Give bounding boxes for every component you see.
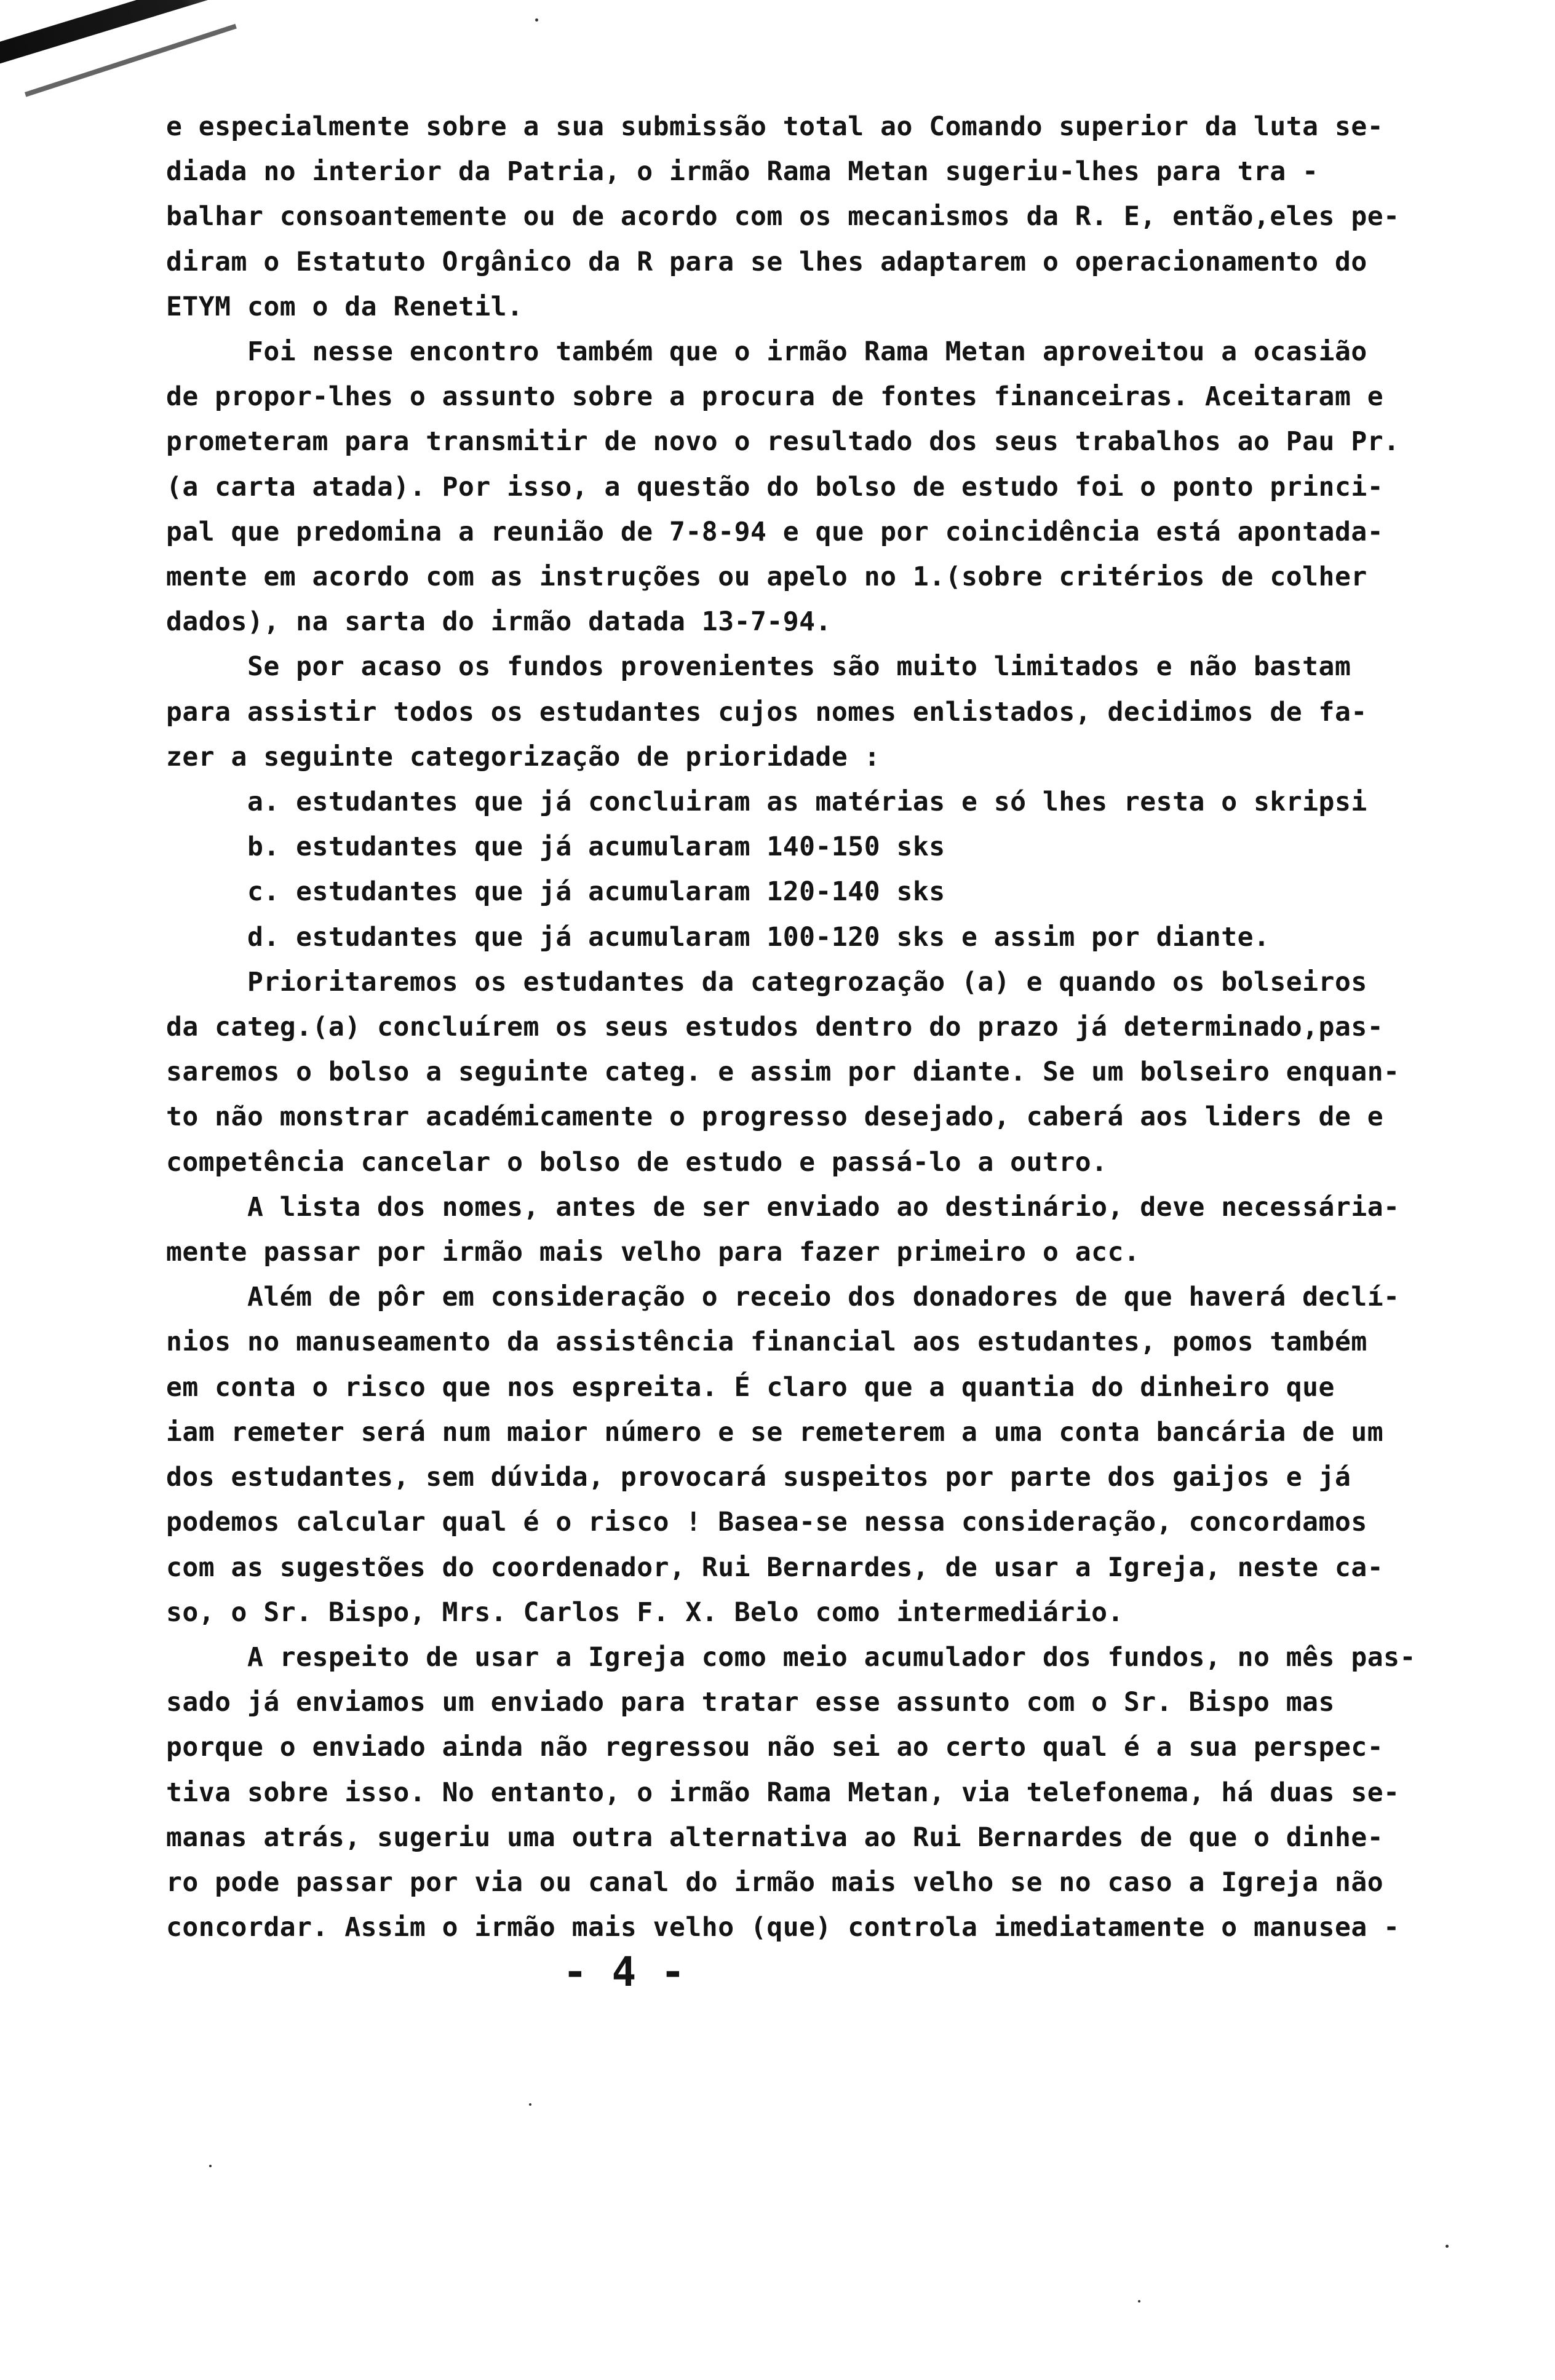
text-line: A lista dos nomes, antes de ser enviado ao destinário, deve necessária- — [166, 1191, 1400, 1223]
scan-speck — [1446, 2245, 1449, 2248]
text-line: Prioritaremos os estudantes da categrozação (a) e quando os bolseiros — [166, 966, 1367, 998]
text-line: para assistir todos os estudantes cujos nomes enlistados, decidimos de fa- — [166, 696, 1367, 728]
text-line: da categ.(a) concluírem os seus estudos dentro do prazo já determinado,pas- — [166, 1012, 1384, 1043]
text-line: tiva sobre isso. No entanto, o irmão Rama Metan, via telefonema, há duas se- — [166, 1777, 1400, 1808]
text-line: A respeito de usar a Igreja como meio acumulador dos fundos, no mês pas- — [166, 1641, 1416, 1673]
text-line: com as sugestões do coordenador, Rui Bernardes, de usar a Igreja, neste ca- — [166, 1552, 1384, 1583]
text-line: to não monstrar académicamente o progresso desejado, caberá aos liders de e — [166, 1101, 1384, 1133]
text-line: nios no manuseamento da assistência financial aos estudantes, pomos também — [166, 1327, 1367, 1358]
scan-speck — [1138, 2300, 1140, 2303]
page-number: - 4 - — [563, 1948, 685, 1996]
text-line: Foi nesse encontro também que o irmão Rama Metan aproveitou a ocasião — [166, 336, 1367, 368]
text-line: zer a seguinte categorização de prioridade : — [166, 741, 881, 772]
text-line: d. estudantes que já acumularam 100-120 sks e assim por diante. — [166, 921, 1270, 953]
document-body — [166, 105, 1470, 1950]
text-line: Se por acaso os fundos provenientes são muito limitados e não bastam — [166, 651, 1351, 683]
text-line: b. estudantes que já acumularam 140-150 sks — [166, 831, 945, 863]
text-line: mente em acordo com as instruções ou apelo no 1.(sobre critérios de colher — [166, 561, 1367, 593]
text-line: (a carta atada). Por isso, a questão do bolso de estudo foi o ponto princi- — [166, 471, 1384, 502]
text-line: a. estudantes que já concluiram as matérias e só lhes resta o skripsi — [166, 787, 1367, 818]
text-line: podemos calcular qual é o risco ! Basea-se nessa consideração, concordamos — [166, 1507, 1367, 1538]
text-line: manas atrás, sugeriu uma outra alternativa ao Rui Bernardes de que o dinhe- — [166, 1822, 1384, 1853]
text-line: em conta o risco que nos espreita. É claro que a quantia do dinheiro que — [166, 1371, 1335, 1403]
scan-speck — [209, 2165, 212, 2167]
text-line: so, o Sr. Bispo, Mrs. Carlos F. X. Belo como intermediário. — [166, 1597, 1124, 1628]
text-line: iam remeter será num maior número e se remeterem a uma conta bancária de um — [166, 1416, 1384, 1448]
text-line: diada no interior da Patria, o irmão Rama Metan sugeriu-lhes para tra - — [166, 156, 1319, 188]
text-line: competência cancelar o bolso de estudo e passá-lo a outro. — [166, 1146, 1108, 1178]
text-line: e especialmente sobre a sua submissão total ao Comando superior da luta se- — [166, 111, 1384, 142]
scan-smudge-mark — [0, 0, 346, 69]
text-line: ETYM com o da Renetil. — [166, 291, 523, 322]
text-line: dados), na sarta do irmão datada 13-7-94. — [166, 606, 832, 638]
text-line: de propor-lhes o assunto sobre a procura de fontes financeiras. Aceitaram e — [166, 381, 1384, 413]
text-line: sado já enviamos um enviado para tratar esse assunto com o Sr. Bispo mas — [166, 1687, 1335, 1718]
text-line: dos estudantes, sem dúvida, provocará suspeitos por parte dos gaijos e já — [166, 1462, 1351, 1493]
scan-speck — [529, 2103, 531, 2106]
text-line: pal que predomina a reunião de 7-8-94 e que por coincidência está apontada- — [166, 516, 1384, 547]
text-line: mente passar por irmão mais velho para fazer primeiro o acc. — [166, 1237, 1140, 1268]
scan-speck — [535, 18, 538, 22]
text-line: saremos o bolso a seguinte categ. e assim por diante. Se um bolseiro enquan- — [166, 1057, 1400, 1088]
text-line: balhar consoantemente ou de acordo com os mecanismos da R. E, então,eles pe- — [166, 201, 1400, 232]
text-line: c. estudantes que já acumularam 120-140 sks — [166, 876, 945, 908]
text-line: prometeram para transmitir de novo o resultado dos seus trabalhos ao Pau Pr. — [166, 426, 1400, 458]
text-line: concordar. Assim o irmão mais velho (que) controla imediatamente o manusea - — [166, 1912, 1400, 1943]
text-line: porque o enviado ainda não regressou não sei ao certo qual é a sua perspec- — [166, 1732, 1384, 1763]
text-line: Além de pôr em consideração o receio dos donadores de que haverá declí- — [166, 1282, 1400, 1313]
text-line: diram o Estatuto Orgânico da R para se lhes adaptarem o operacionamento do — [166, 246, 1367, 277]
text-line: ro pode passar por via ou canal do irmão mais velho se no caso a Igreja não — [166, 1866, 1384, 1898]
